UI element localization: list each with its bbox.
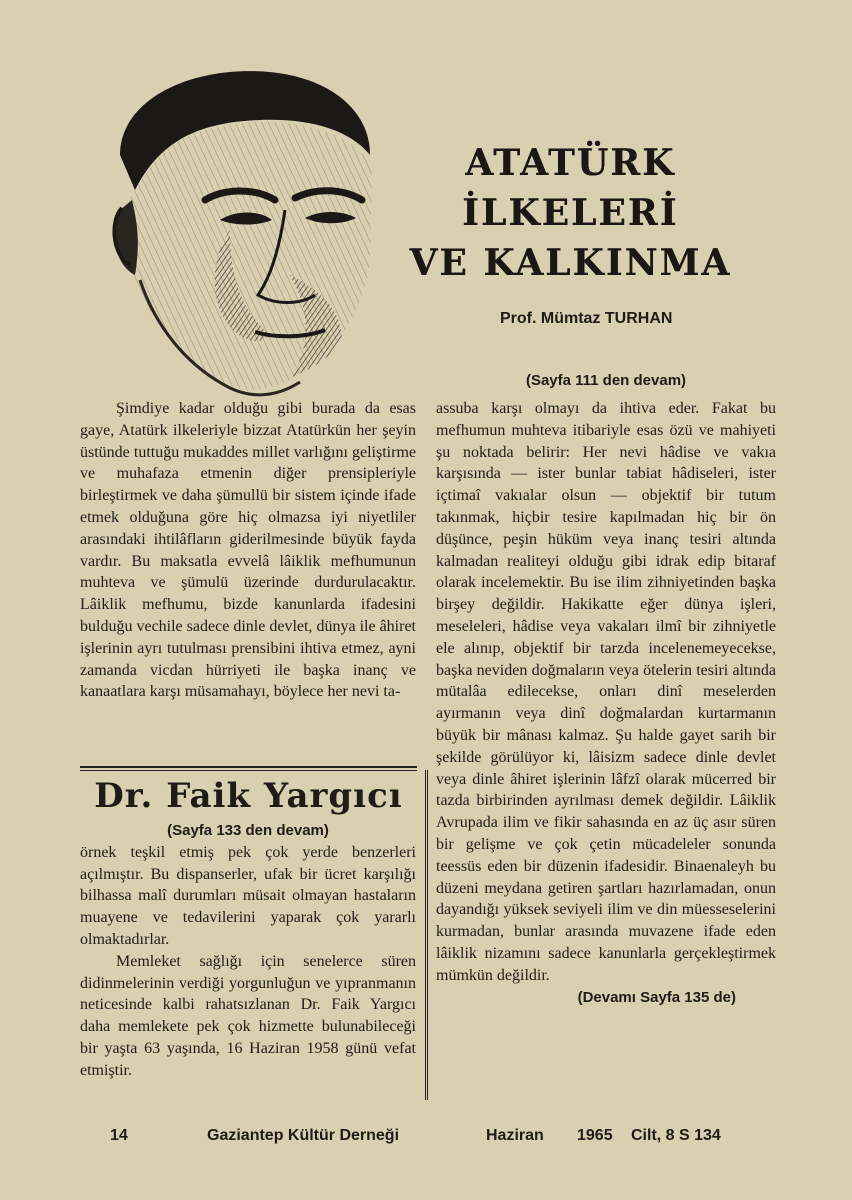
section-divider-horizontal [80,766,417,771]
article-title-line-1: ATATÜRK İLKELERİ [388,138,753,238]
article-title [388,138,753,288]
footer-month: Haziran [486,1127,544,1144]
obituary-paragraph-2: Memleket sağlığı için senelerce süren didinmelerinin verdiği yorgunluğun ve yıpranmanın neticesinde kalbi rahatsızlanan Dr. Faik Yargıcı daha memlekete pek çok hizmette bulunabileceği bir yaşta 63 yaşında, 16 Haziran 1958 günü vefat etmiştir. [80,952,416,1079]
footer-page-number: 14 [110,1127,128,1144]
obituary-title: Dr. Faik Yargıcı [94,776,403,816]
obituary-continuation-head: (Sayfa 133 den devam) [167,822,329,839]
article-column-left [80,398,416,703]
article-paragraph-right: assuba karşı olmayı da ihtiva eder. Fakat bu mefhumun muhteva itibariyle esas özü ve mahiyeti şu noktada belirir: Her nevi hâdise ve vakıa karşısında — ister bunlar tabiat hâdiseleri, ister içtimaî vakıalar olsun — objektif bir tutum takınmak, hiçbir tesire kapılmadan hiç bir ön düşünce, peşin hüküm veya inanç tesiri altında kalmadan realiteyi olduğu gibi idrak edip bitaraf olarak incelemektir. Bu ise ilim zihniyetinden başka birşey değildir. Hakikatte eğer dünya işleri, meseleleri, hâdise veya vakaları ilmî bir zihniyetle ele alınıp, objektif bir tarzda incelenemeyecekse, başka neviden doğmaların veya ötelerin tesiri altında mütalâa edilecekse, onları dinî meselerden ayırmanın veya dinî doğmalardan kurtarmanın büyük bir mânası kalmaz. Şu halde gayet sarih bir şekilde görülüyor ki, lâisizm sadece dinle devlet veya dinle âhiret işlerinin lâfzî olarak mücerred bir tazda birbirinden ayrılması demek değildir. Lâiklik Avrupada ilim ve fikir sahasında en az üç asır süren bir gelişme ve çok çetin mücadeleler sonunda teessüs eden bir düzenin ifadesidir. Binaenaleyh bu düzeni meydana getiren şartları hazırlamadan, onun dayandığı yüksek seviyeli ilim ve din müesseselerini kurmadan, bunlar arasında muvazene ifade eden lâiklik nizamını sadece kanunlarla gerçekleştirmek mümkün değildir. [436,400,776,984]
article-paragraph-left: Şimdiye kadar olduğu gibi burada da esas gaye, Atatürk ilkeleriyle bizzat Atatürkün her şeyin üstünde tuttuğu mukaddes millet varlığını geliştirme ve muhafaza etmenin diğer prensipleriyle birleştirmek ve daha şümullü bir sistem içinde ifade etmek olduğuna göre hiç olmazsa iyi niyetliler arasındaki ihtilâfların giderilmesinde büyük fayda vardır. Bu maksatla evvelâ lâiklik mefhumunun muhteva ve şümulü üzerinde durdurulacaktır. Lâiklik mefhumu, bizde kanunlarda ifadesini bulduğu vechile sadece dinle devlet, dünya ile âhiret işlerinin ayrı tutulması prensibini ihtiva etmez, ayni zamanda vicdan hürriyeti ile başka inanç ve kanaatlara karşı müsamahayı, böylece her nevi ta- [80,400,416,701]
article-continuation-head: (Sayfa 111 den devam) [525,372,687,389]
article-column-right [436,398,776,1008]
footer-publisher: Gaziantep Kültür Derneği [207,1127,400,1144]
article-end-note: (Devamı Sayfa 135 de) [577,988,736,1006]
article-author: Prof. Mümtaz TURHAN [500,310,673,327]
ataturk-portrait [80,60,380,405]
article-title-line-2: VE KALKINMA [388,238,753,288]
obituary-column [80,820,416,1082]
obituary-paragraph-1: örnek teşkil etmiş pek çok yerde benzerleri açılmıştır. Bu dispanserler, ufak bir ücret karşılığı bilhassa malî durumları müsait olmayan hastaların muayene ve tedavilerini yaparak çok yararlı olmaktadırlar. [80,843,416,948]
footer-volume: Cilt, 8 S 134 [631,1127,721,1144]
column-divider-vertical [425,770,428,1100]
footer-year: 1965 [577,1127,613,1144]
